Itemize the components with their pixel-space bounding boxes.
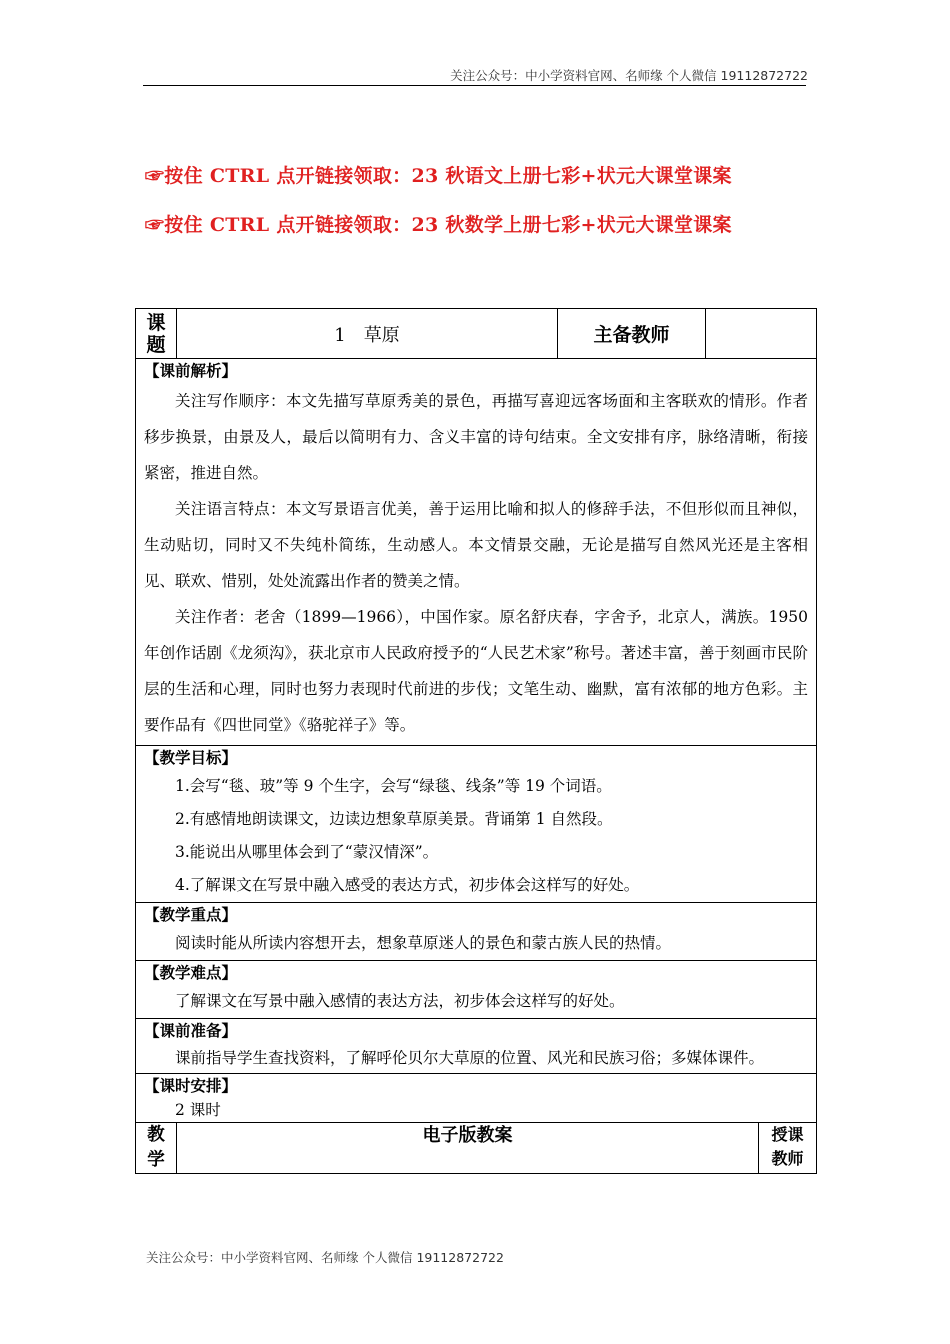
goal-item: 4.了解课文在写景中融入感受的表达方式，初步体会这样写的好处。 xyxy=(175,876,640,894)
prep-text: 课前指导学生查找资料，了解呼伦贝尔大草原的位置、风光和民族习俗；多媒体课件。 xyxy=(175,1049,765,1067)
pre-class-analysis xyxy=(136,359,817,746)
page-header: 关注公众号：中小学资料官网、名师缘 个人微信 19112872722 xyxy=(450,68,808,83)
prep-row xyxy=(136,1019,817,1074)
analysis-paragraph: 关注语言特点：本文写景语言优美，善于运用比喻和拟人的修辞手法，不但形似而且神似，生动贴切，同时又不失纯朴简练，生动感人。本文情景交融，无论是描写自然风光还是主客相见、联欢、惜别，处处流露出作者的赞美之情。 xyxy=(144,500,809,590)
goal-item: 3.能说出从哪里体会到了“蒙汉情深”。 xyxy=(175,843,439,861)
section-heading: 【课时安排】 xyxy=(144,1076,238,1095)
teaching-difficulties xyxy=(136,961,817,1019)
section-heading: 【教学目标】 xyxy=(144,748,238,767)
analysis-row xyxy=(136,359,817,746)
electronic-plan-label: 电子版教案 xyxy=(177,1123,759,1174)
bottom-row xyxy=(136,1123,817,1174)
goal-item: 1.会写“毯、玻”等 9 个生字，会写“绿毯、线条”等 19 个词语。 xyxy=(175,777,612,795)
section-heading: 【课前准备】 xyxy=(144,1021,238,1040)
lead-teacher-value[interactable] xyxy=(706,309,817,359)
goal-item: 2.有感情地朗读课文，边读边想象草原美景。背诵第 1 自然段。 xyxy=(175,810,613,828)
lesson-plan-table xyxy=(135,308,817,1174)
download-link-chinese[interactable]: ☞按住 CTRL 点开链接领取：23 秋语文上册七彩+状元大课堂课案 xyxy=(145,165,732,187)
schedule-row xyxy=(136,1074,817,1123)
difficulty-text: 了解课文在写景中融入感情的表达方法，初步体会这样写的好处。 xyxy=(175,992,625,1010)
goals-row xyxy=(136,746,817,903)
download-link-math[interactable]: ☞按住 CTRL 点开链接领取：23 秋数学上册七彩+状元大课堂课案 xyxy=(145,214,732,236)
analysis-paragraph: 关注作者：老舍（1899—1966），中国作家。原名舒庆春，字舍予，北京人，满族。1950 年创作话剧《龙须沟》，获北京市人民政府授予的“人民艺术家”称号。著述丰富，善于刻画市民阶层的生活和心理，同时也努力表现时代前进的步伐；文笔生动、幽默，富有浓郁的地方色彩。主要作品有《四世同堂》《骆驼祥子》等。 xyxy=(144,608,809,734)
lesson-title: 1 草原 xyxy=(177,309,558,359)
lesson-title-label: 课题 xyxy=(136,309,177,359)
page-footer: 关注公众号：中小学资料官网、名师缘 个人微信 19112872722 xyxy=(146,1250,504,1265)
analysis-paragraph: 关注写作顺序：本文先描写草原秀美的景色，再描写喜迎远客场面和主客联欢的情形。作者移步换景，由景及人，最后以简明有力、含义丰富的诗句结束。全文安排有序，脉络清晰，衔接紧密，推进自然。 xyxy=(144,392,809,482)
schedule-text: 2 课时 xyxy=(175,1101,221,1119)
pre-class-preparation xyxy=(136,1019,817,1074)
section-heading: 【教学重点】 xyxy=(144,905,238,924)
teaching-teacher-label: 授课教师 xyxy=(759,1123,817,1174)
teaching-key-points xyxy=(136,903,817,961)
header-divider xyxy=(143,85,806,86)
section-heading: 【教学难点】 xyxy=(144,963,238,982)
teaching-goals xyxy=(136,746,817,903)
section-heading: 【课前解析】 xyxy=(144,361,238,380)
key-row xyxy=(136,903,817,961)
difficulty-row xyxy=(136,961,817,1019)
key-text: 阅读时能从所读内容想开去，想象草原迷人的景色和蒙古族人民的热情。 xyxy=(175,934,672,952)
lead-teacher-label: 主备教师 xyxy=(558,309,706,359)
class-schedule xyxy=(136,1074,817,1123)
title-row xyxy=(136,309,817,359)
teaching-label: 教学 xyxy=(136,1123,177,1174)
